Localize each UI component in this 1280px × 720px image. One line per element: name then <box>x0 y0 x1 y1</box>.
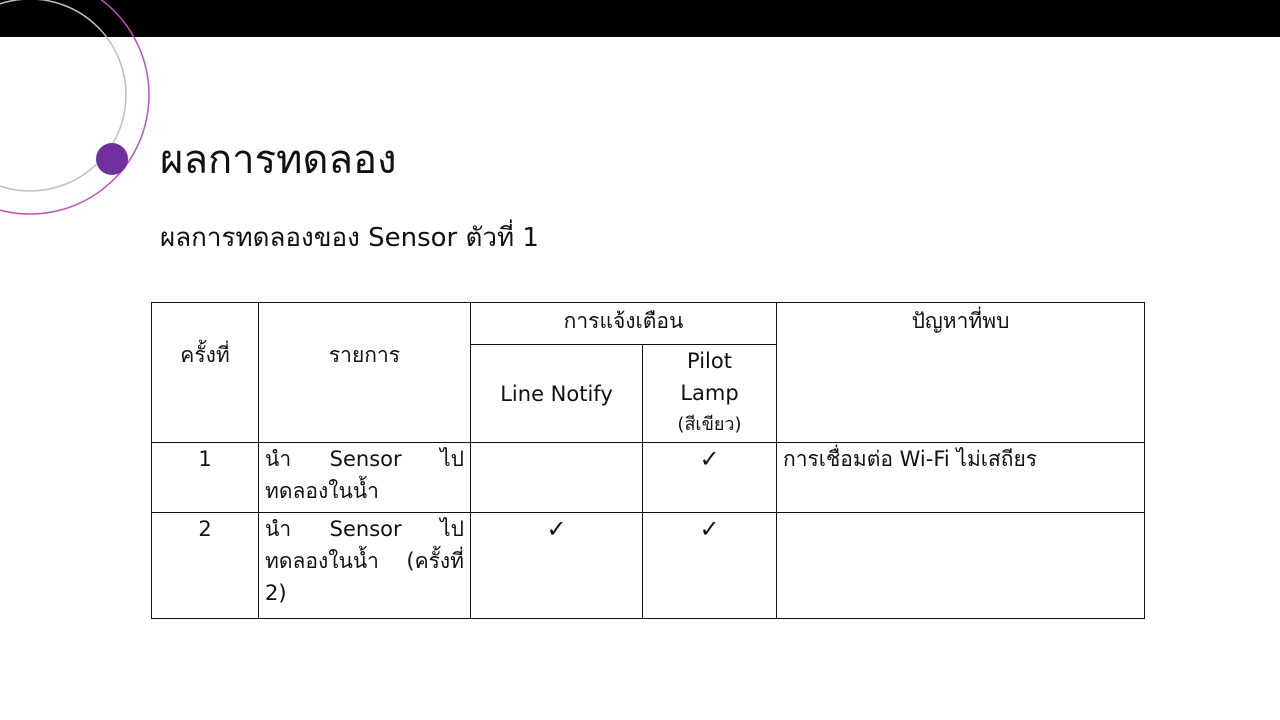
row-problem: การเชื่อมต่อ Wi-Fi ไม่เสถียร <box>777 443 1145 513</box>
header-pilot-lamp-note: (สีเขียว) <box>677 414 742 435</box>
header-row-1 <box>152 303 1145 345</box>
magenta-arc <box>0 0 149 214</box>
check-icon: ✓ <box>699 445 720 473</box>
row-pilot-lamp <box>643 443 777 513</box>
table-row <box>152 513 1145 619</box>
slide-title: ผลการทดลอง <box>160 137 397 183</box>
accent-dot <box>96 143 128 175</box>
check-icon: ✓ <box>546 515 567 543</box>
results-table <box>151 302 1145 619</box>
row-line-notify <box>471 443 643 513</box>
decorative-arcs <box>0 0 220 220</box>
table-row <box>152 443 1145 513</box>
row-problem <box>777 513 1145 619</box>
header-line-notify: Line Notify <box>471 345 643 443</box>
check-icon: ✓ <box>699 515 720 543</box>
row-round: 2 <box>152 513 259 619</box>
header-alert-group: การแจ้งเตือน <box>471 303 777 345</box>
header-problem: ปัญหาที่พบ <box>777 303 1145 443</box>
slide-subtitle: ผลการทดลองของ Sensor ตัวที่ 1 <box>160 223 539 253</box>
row-pilot-lamp <box>643 513 777 619</box>
row-item: นำ Sensor ไป ทดลองในน้ำ (ครั้งที่ 2) <box>259 513 471 619</box>
row-round: 1 <box>152 443 259 513</box>
row-item: นำ Sensor ไป ทดลองในน้ำ <box>259 443 471 513</box>
header-pilot-lamp-label: Pilot Lamp <box>680 349 739 405</box>
header-round: ครั้งที่ <box>152 303 259 443</box>
row-line-notify <box>471 513 643 619</box>
header-item: รายการ <box>259 303 471 443</box>
header-pilot-lamp <box>643 345 777 443</box>
